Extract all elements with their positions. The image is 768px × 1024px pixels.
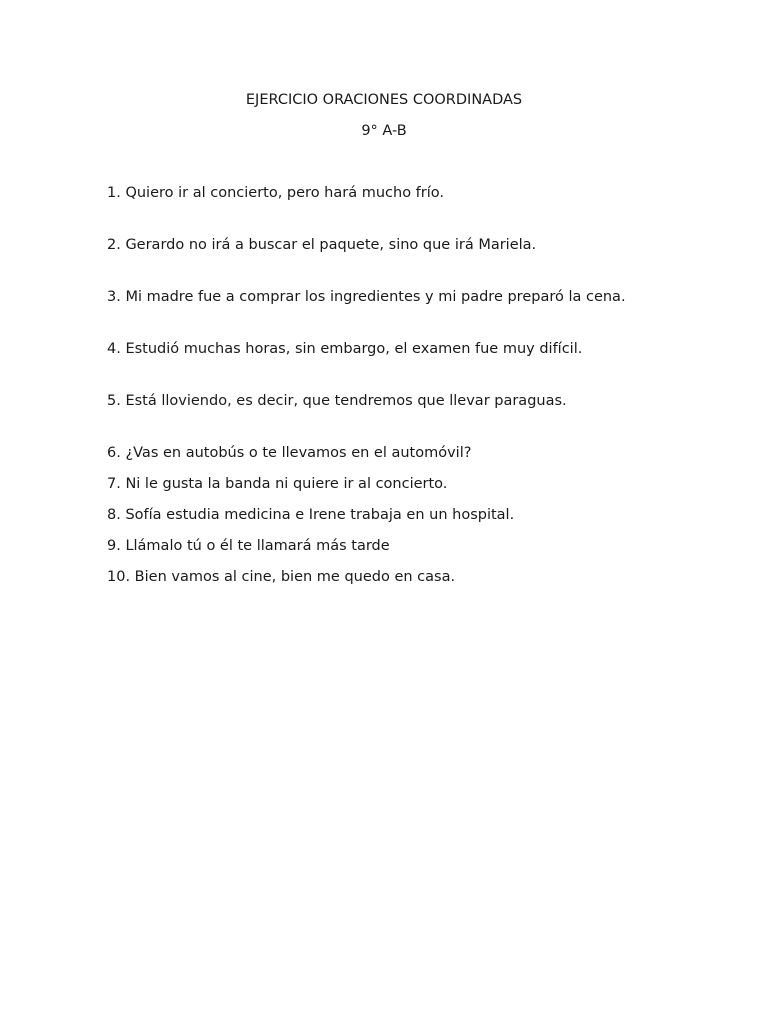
sentence-10: 10. Bien vamos al cine, bien me quedo en casa. (107, 569, 456, 585)
sentence-2: 2. Gerardo no irá a buscar el paquete, sino que irá Mariela. (107, 237, 537, 253)
sentence-7: 7. Ni le gusta la banda ni quiere ir al concierto. (107, 476, 448, 492)
sentence-9: 9. Llámalo tú o él te llamará más tarde (107, 538, 390, 554)
sentence-6: 6. ¿Vas en autobús o te llevamos en el automóvil? (107, 445, 472, 461)
sentence-3: 3. Mi madre fue a comprar los ingredientes y mi padre preparó la cena. (107, 289, 626, 305)
sentence-1: 1. Quiero ir al concierto, pero hará mucho frío. (107, 185, 444, 201)
document-subtitle: 9° A-B (361, 123, 407, 139)
document-title: EJERCICIO ORACIONES COORDINADAS (245, 92, 523, 108)
sentence-4: 4. Estudió muchas horas, sin embargo, el examen fue muy difícil. (107, 341, 583, 357)
sentence-8: 8. Sofía estudia medicina e Irene trabaja en un hospital. (107, 507, 515, 523)
sentence-5: 5. Está lloviendo, es decir, que tendremos que llevar paraguas. (107, 393, 567, 409)
